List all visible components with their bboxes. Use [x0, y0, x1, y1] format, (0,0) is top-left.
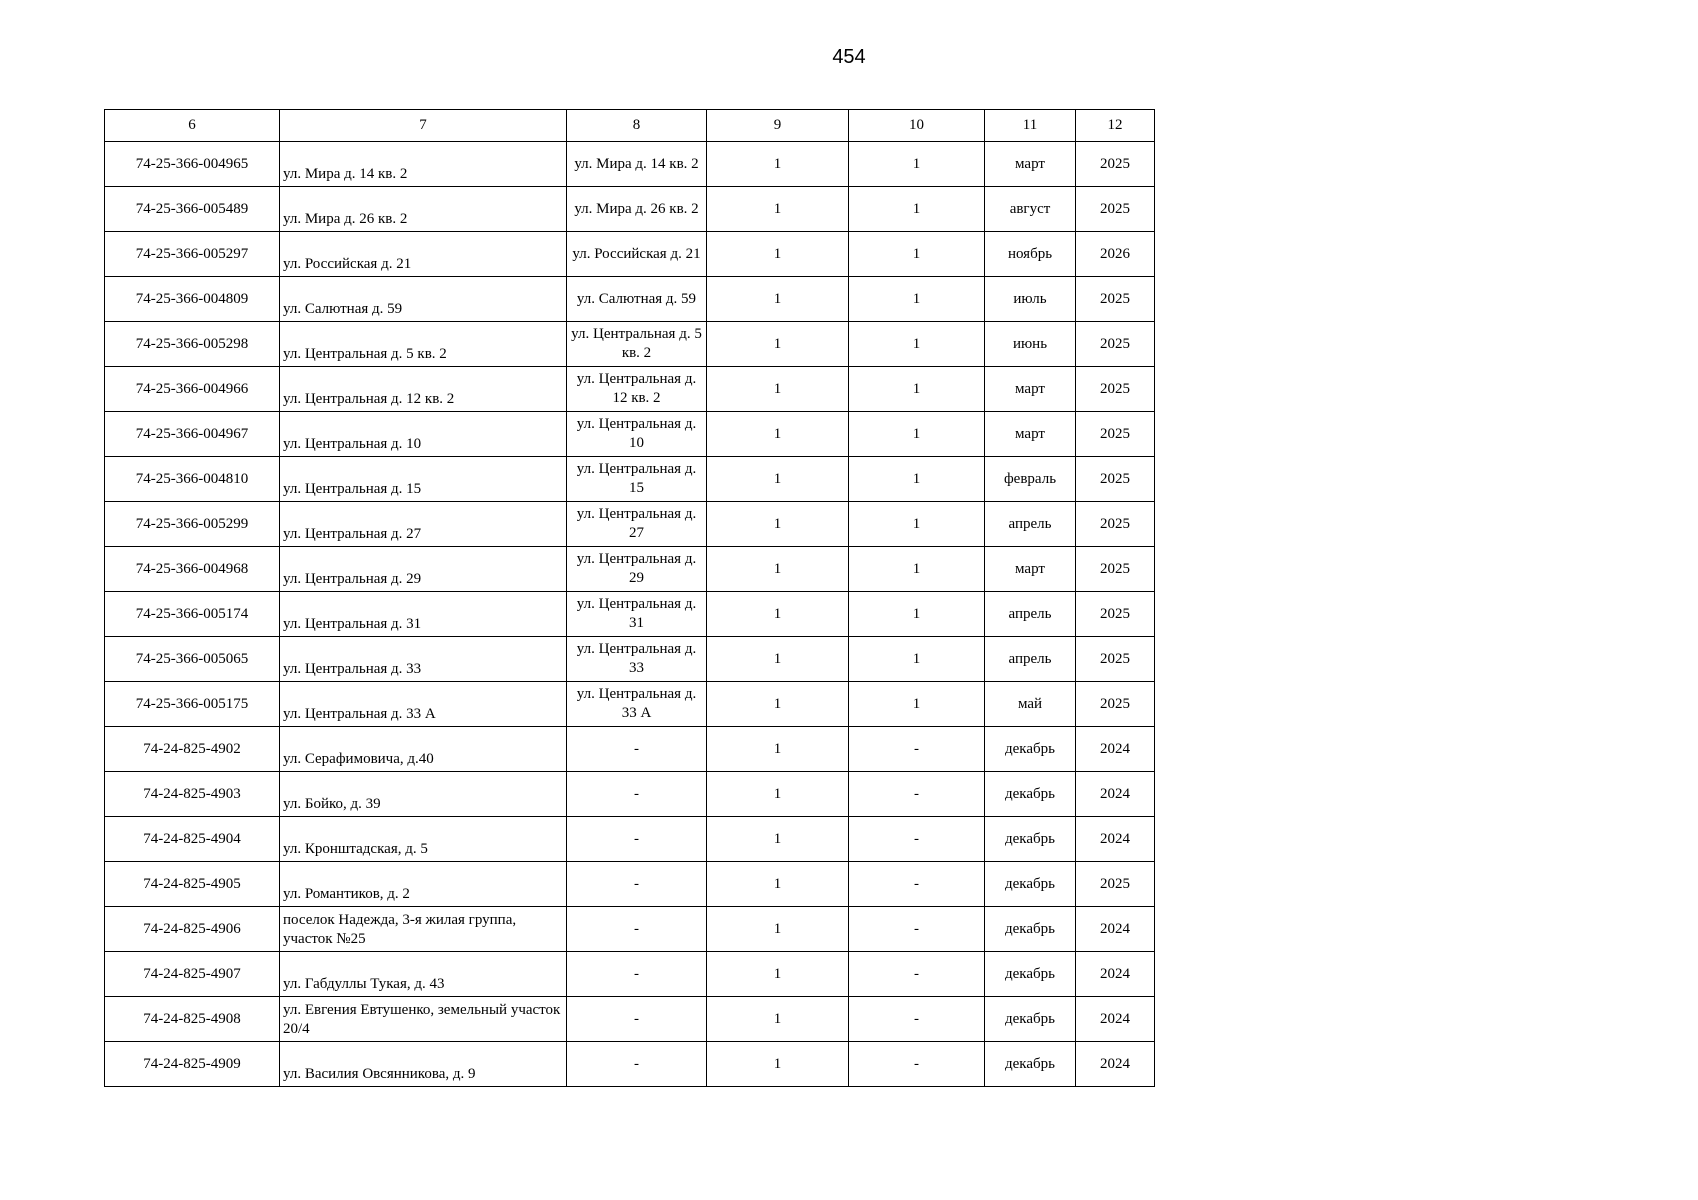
quantity-cell: - — [849, 907, 985, 952]
quantity-cell: 1 — [849, 277, 985, 322]
year-cell: 2024 — [1076, 1042, 1155, 1087]
year-cell: 2024 — [1076, 952, 1155, 997]
address-cell: ул. Центральная д. 29 — [280, 547, 567, 592]
year-cell: 2025 — [1076, 502, 1155, 547]
cadastral-number-cell: 74-24-825-4902 — [105, 727, 280, 772]
address-cell: ул. Салютная д. 59 — [280, 277, 567, 322]
address-short-cell: ул. Мира д. 26 кв. 2 — [567, 187, 707, 232]
address-cell: ул. Центральная д. 33 — [280, 637, 567, 682]
month-cell: апрель — [985, 502, 1076, 547]
month-cell: февраль — [985, 457, 1076, 502]
address-cell: ул. Серафимовича, д.40 — [280, 727, 567, 772]
address-cell: ул. Мира д. 26 кв. 2 — [280, 187, 567, 232]
column-header: 8 — [567, 110, 707, 142]
address-short-cell: - — [567, 772, 707, 817]
cadastral-number-cell: 74-25-366-004965 — [105, 142, 280, 187]
quantity-cell: - — [849, 727, 985, 772]
month-cell: май — [985, 682, 1076, 727]
table-row — [105, 682, 1155, 727]
year-cell: 2025 — [1076, 187, 1155, 232]
quantity-cell: - — [849, 817, 985, 862]
cadastral-number-cell: 74-25-366-005299 — [105, 502, 280, 547]
cadastral-number-cell: 74-25-366-004810 — [105, 457, 280, 502]
month-cell: декабрь — [985, 817, 1076, 862]
table-row — [105, 457, 1155, 502]
table-row — [105, 502, 1155, 547]
month-cell: август — [985, 187, 1076, 232]
cadastral-number-cell: 74-25-366-005174 — [105, 592, 280, 637]
count-cell: 1 — [707, 997, 849, 1042]
year-cell: 2025 — [1076, 367, 1155, 412]
year-cell: 2024 — [1076, 907, 1155, 952]
count-cell: 1 — [707, 277, 849, 322]
address-short-cell: ул. Мира д. 14 кв. 2 — [567, 142, 707, 187]
month-cell: декабрь — [985, 1042, 1076, 1087]
quantity-cell: - — [849, 862, 985, 907]
table-row — [105, 907, 1155, 952]
quantity-cell: 1 — [849, 187, 985, 232]
cadastral-number-cell: 74-25-366-004967 — [105, 412, 280, 457]
month-cell: апрель — [985, 637, 1076, 682]
column-header: 7 — [280, 110, 567, 142]
count-cell: 1 — [707, 457, 849, 502]
address-cell: ул. Центральная д. 15 — [280, 457, 567, 502]
page-number: 454 — [832, 46, 866, 68]
count-cell: 1 — [707, 142, 849, 187]
column-header: 11 — [985, 110, 1076, 142]
address-cell: ул. Романтиков, д. 2 — [280, 862, 567, 907]
count-cell: 1 — [707, 682, 849, 727]
month-cell: декабрь — [985, 997, 1076, 1042]
month-cell: март — [985, 367, 1076, 412]
table-row — [105, 637, 1155, 682]
year-cell: 2025 — [1076, 592, 1155, 637]
month-cell: июль — [985, 277, 1076, 322]
table-row — [105, 322, 1155, 367]
address-cell: ул. Василия Овсянникова, д. 9 — [280, 1042, 567, 1087]
address-cell: ул. Центральная д. 5 кв. 2 — [280, 322, 567, 367]
address-cell: ул. Кронштадская, д. 5 — [280, 817, 567, 862]
address-short-cell: - — [567, 997, 707, 1042]
month-cell: июнь — [985, 322, 1076, 367]
table-row — [105, 592, 1155, 637]
count-cell: 1 — [707, 817, 849, 862]
year-cell: 2025 — [1076, 682, 1155, 727]
cadastral-number-cell: 74-25-366-005175 — [105, 682, 280, 727]
cadastral-number-cell: 74-25-366-005065 — [105, 637, 280, 682]
table-row — [105, 817, 1155, 862]
table-row — [105, 412, 1155, 457]
address-short-cell: ул. Центральная д. 29 — [567, 547, 707, 592]
year-cell: 2024 — [1076, 727, 1155, 772]
address-cell: ул. Габдуллы Тукая, д. 43 — [280, 952, 567, 997]
quantity-cell: 1 — [849, 502, 985, 547]
count-cell: 1 — [707, 952, 849, 997]
month-cell: декабрь — [985, 772, 1076, 817]
quantity-cell: 1 — [849, 322, 985, 367]
cadastral-number-cell: 74-24-825-4903 — [105, 772, 280, 817]
year-cell: 2024 — [1076, 997, 1155, 1042]
table-body — [105, 142, 1155, 1087]
month-cell: декабрь — [985, 952, 1076, 997]
cadastral-number-cell: 74-25-366-005297 — [105, 232, 280, 277]
count-cell: 1 — [707, 772, 849, 817]
address-cell: ул. Центральная д. 10 — [280, 412, 567, 457]
count-cell: 1 — [707, 637, 849, 682]
year-cell: 2025 — [1076, 412, 1155, 457]
year-cell: 2025 — [1076, 862, 1155, 907]
year-cell: 2025 — [1076, 142, 1155, 187]
address-short-cell: - — [567, 817, 707, 862]
address-cell: ул. Российская д. 21 — [280, 232, 567, 277]
month-cell: декабрь — [985, 862, 1076, 907]
address-cell: поселок Надежда, 3-я жилая группа, участок №25 — [280, 907, 567, 952]
count-cell: 1 — [707, 1042, 849, 1087]
address-short-cell: ул. Центральная д. 5 кв. 2 — [567, 322, 707, 367]
column-header: 6 — [105, 110, 280, 142]
address-short-cell: - — [567, 952, 707, 997]
quantity-cell: 1 — [849, 232, 985, 277]
table-row — [105, 367, 1155, 412]
table-row — [105, 727, 1155, 772]
year-cell: 2026 — [1076, 232, 1155, 277]
year-cell: 2025 — [1076, 322, 1155, 367]
address-short-cell: ул. Центральная д. 33 А — [567, 682, 707, 727]
table-row — [105, 1042, 1155, 1087]
address-cell: ул. Центральная д. 31 — [280, 592, 567, 637]
header-row — [105, 110, 1155, 142]
table-row — [105, 862, 1155, 907]
table-row — [105, 952, 1155, 997]
quantity-cell: 1 — [849, 682, 985, 727]
address-cell: ул. Центральная д. 33 А — [280, 682, 567, 727]
quantity-cell: 1 — [849, 592, 985, 637]
month-cell: декабрь — [985, 727, 1076, 772]
month-cell: март — [985, 412, 1076, 457]
quantity-cell: 1 — [849, 412, 985, 457]
cadastral-number-cell: 74-25-366-004809 — [105, 277, 280, 322]
count-cell: 1 — [707, 412, 849, 457]
year-cell: 2025 — [1076, 277, 1155, 322]
quantity-cell: - — [849, 997, 985, 1042]
month-cell: апрель — [985, 592, 1076, 637]
count-cell: 1 — [707, 907, 849, 952]
quantity-cell: - — [849, 1042, 985, 1087]
address-short-cell: ул. Центральная д. 15 — [567, 457, 707, 502]
address-short-cell: - — [567, 727, 707, 772]
cadastral-number-cell: 74-24-825-4906 — [105, 907, 280, 952]
month-cell: март — [985, 142, 1076, 187]
year-cell: 2025 — [1076, 547, 1155, 592]
year-cell: 2025 — [1076, 637, 1155, 682]
address-short-cell: ул. Центральная д. 31 — [567, 592, 707, 637]
register-table — [104, 109, 1155, 1087]
table-row — [105, 142, 1155, 187]
address-short-cell: ул. Центральная д. 12 кв. 2 — [567, 367, 707, 412]
table-row — [105, 772, 1155, 817]
count-cell: 1 — [707, 502, 849, 547]
address-short-cell: ул. Центральная д. 33 — [567, 637, 707, 682]
cadastral-number-cell: 74-25-366-004966 — [105, 367, 280, 412]
address-cell: ул. Центральная д. 27 — [280, 502, 567, 547]
quantity-cell: 1 — [849, 367, 985, 412]
address-cell: ул. Центральная д. 12 кв. 2 — [280, 367, 567, 412]
count-cell: 1 — [707, 232, 849, 277]
count-cell: 1 — [707, 367, 849, 412]
month-cell: декабрь — [985, 907, 1076, 952]
cadastral-number-cell: 74-24-825-4904 — [105, 817, 280, 862]
address-short-cell: - — [567, 1042, 707, 1087]
year-cell: 2024 — [1076, 817, 1155, 862]
quantity-cell: - — [849, 772, 985, 817]
year-cell: 2024 — [1076, 772, 1155, 817]
address-cell: ул. Бойко, д. 39 — [280, 772, 567, 817]
address-short-cell: ул. Салютная д. 59 — [567, 277, 707, 322]
quantity-cell: 1 — [849, 637, 985, 682]
cadastral-number-cell: 74-25-366-005298 — [105, 322, 280, 367]
count-cell: 1 — [707, 592, 849, 637]
month-cell: ноябрь — [985, 232, 1076, 277]
cadastral-number-cell: 74-25-366-005489 — [105, 187, 280, 232]
table-row — [105, 547, 1155, 592]
column-header: 9 — [707, 110, 849, 142]
quantity-cell: 1 — [849, 547, 985, 592]
address-short-cell: - — [567, 862, 707, 907]
table-row — [105, 997, 1155, 1042]
quantity-cell: 1 — [849, 142, 985, 187]
year-cell: 2025 — [1076, 457, 1155, 502]
count-cell: 1 — [707, 187, 849, 232]
quantity-cell: - — [849, 952, 985, 997]
column-header: 10 — [849, 110, 985, 142]
address-short-cell: ул. Центральная д. 27 — [567, 502, 707, 547]
table-row — [105, 187, 1155, 232]
table-row — [105, 277, 1155, 322]
cadastral-number-cell: 74-25-366-004968 — [105, 547, 280, 592]
count-cell: 1 — [707, 547, 849, 592]
count-cell: 1 — [707, 862, 849, 907]
cadastral-number-cell: 74-24-825-4907 — [105, 952, 280, 997]
count-cell: 1 — [707, 727, 849, 772]
table-row — [105, 232, 1155, 277]
quantity-cell: 1 — [849, 457, 985, 502]
address-short-cell: ул. Центральная д. 10 — [567, 412, 707, 457]
cadastral-number-cell: 74-24-825-4909 — [105, 1042, 280, 1087]
address-short-cell: - — [567, 907, 707, 952]
count-cell: 1 — [707, 322, 849, 367]
cadastral-number-cell: 74-24-825-4908 — [105, 997, 280, 1042]
month-cell: март — [985, 547, 1076, 592]
column-header: 12 — [1076, 110, 1155, 142]
cadastral-number-cell: 74-24-825-4905 — [105, 862, 280, 907]
address-cell: ул. Мира д. 14 кв. 2 — [280, 142, 567, 187]
address-cell: ул. Евгения Евтушенко, земельный участок 20/4 — [280, 997, 567, 1042]
address-short-cell: ул. Российская д. 21 — [567, 232, 707, 277]
